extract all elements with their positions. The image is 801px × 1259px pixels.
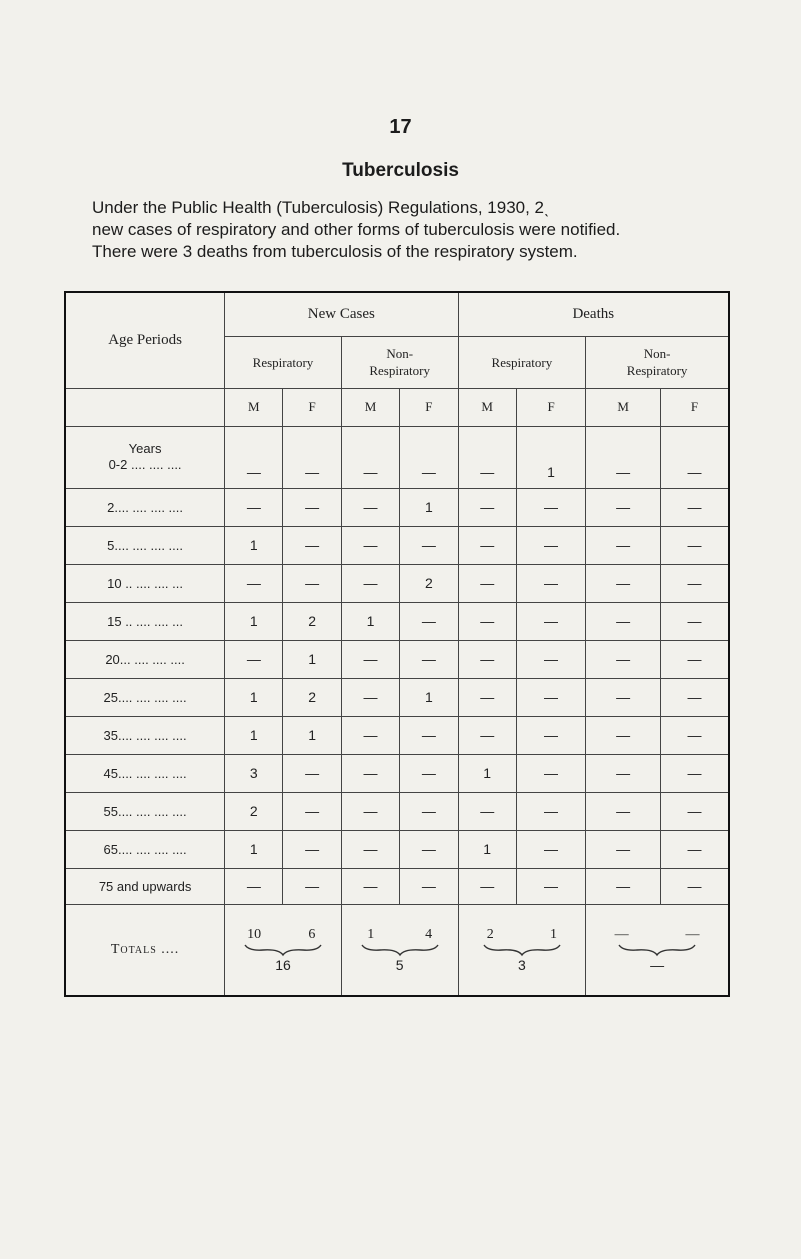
total-sum: 5 — [395, 956, 404, 973]
count-cell: 1 — [225, 716, 283, 754]
totals-group — [341, 904, 458, 996]
count-cell: — — [586, 792, 661, 830]
paragraph-line: There were 3 deaths from tuberculosis of the respiratory system. — [92, 242, 578, 261]
count-cell: 2 — [400, 564, 458, 602]
age-period-cell: 45.... .... .... .... — [65, 754, 225, 792]
brace-icon — [225, 943, 341, 957]
sex-f-header: F — [661, 388, 729, 426]
count-cell: — — [661, 602, 729, 640]
total-cell: 10 — [247, 926, 262, 942]
paragraph-line: Under the Public Health (Tuberculosis) Regulations, 1930, 2ˎ — [92, 198, 550, 217]
deaths-header: Deaths — [458, 292, 729, 336]
count-cell: — — [661, 488, 729, 526]
brace-icon — [586, 943, 728, 957]
table-row — [65, 868, 729, 904]
count-cell: — — [400, 526, 458, 564]
table-row — [65, 754, 729, 792]
page-number: 17 — [389, 116, 412, 138]
count-cell: 3 — [225, 754, 283, 792]
count-cell: 1 — [225, 678, 283, 716]
new-non-respiratory-header — [341, 336, 458, 388]
header-line: Respiratory — [626, 363, 688, 378]
count-cell: — — [586, 526, 661, 564]
count-cell: — — [586, 716, 661, 754]
count-cell: — — [341, 488, 399, 526]
total-cell: 2 — [486, 926, 494, 942]
paragraph-line: new cases of respiratory and other forms of tuberculosis were notified. — [92, 220, 621, 239]
age-period-cell: 75 and upwards — [65, 868, 225, 904]
count-cell: — — [341, 716, 399, 754]
total-cell: 4 — [425, 926, 433, 942]
count-cell: — — [400, 754, 458, 792]
count-cell: — — [586, 754, 661, 792]
count-cell: — — [516, 792, 585, 830]
count-cell: — — [516, 602, 585, 640]
count-cell: — — [283, 488, 341, 526]
count-cell: — — [586, 488, 661, 526]
age-period-cell: 2.... .... .... .... — [65, 488, 225, 526]
sex-m-header: M — [225, 388, 283, 426]
count-cell: — — [516, 564, 585, 602]
table-row — [65, 602, 729, 640]
total-cell: 1 — [550, 926, 558, 942]
intro-paragraph — [92, 197, 732, 263]
header-line: Non- — [643, 346, 671, 361]
sex-m-header: M — [341, 388, 399, 426]
count-cell: 2 — [283, 678, 341, 716]
count-cell: — — [458, 602, 516, 640]
count-cell: — — [283, 426, 341, 488]
count-cell: — — [341, 678, 399, 716]
count-cell: 2 — [225, 792, 283, 830]
totals-group — [586, 904, 729, 996]
count-cell: — — [458, 426, 516, 488]
total-sum: — — [650, 956, 665, 973]
count-cell: 1 — [516, 426, 585, 488]
count-cell: — — [586, 868, 661, 904]
new-cases-header: New Cases — [225, 292, 458, 336]
count-cell: — — [283, 830, 341, 868]
count-cell: — — [586, 678, 661, 716]
count-cell: — — [661, 678, 729, 716]
count-cell: 1 — [400, 488, 458, 526]
age-period-cell: 65.... .... .... .... — [65, 830, 225, 868]
count-cell: — — [516, 830, 585, 868]
count-cell: — — [516, 526, 585, 564]
count-cell: — — [661, 792, 729, 830]
empty-header-cell — [65, 388, 225, 426]
count-cell: — — [516, 868, 585, 904]
total-sum: 16 — [275, 956, 291, 973]
count-cell: — — [516, 678, 585, 716]
count-cell: — — [458, 488, 516, 526]
table-row — [65, 792, 729, 830]
sex-f-header: F — [400, 388, 458, 426]
header-line: Respiratory — [369, 363, 430, 378]
count-cell: — — [400, 716, 458, 754]
count-cell: — — [341, 868, 399, 904]
age-period-cell: 25.... .... .... .... — [65, 678, 225, 716]
total-cell: — — [685, 926, 700, 942]
count-cell: — — [516, 488, 585, 526]
count-cell: — — [516, 640, 585, 678]
count-cell: 1 — [225, 526, 283, 564]
age-period-cell: 55.... .... .... .... — [65, 792, 225, 830]
count-cell: — — [458, 716, 516, 754]
age-label: 0-2 .... .... .... — [108, 457, 182, 472]
count-cell: — — [341, 526, 399, 564]
totals-label: Totals .... — [65, 904, 225, 996]
count-cell: — — [586, 602, 661, 640]
total-cell: — — [614, 926, 629, 942]
count-cell: — — [661, 564, 729, 602]
table-row — [65, 526, 729, 564]
brace-icon — [342, 943, 458, 957]
age-period-cell: 20... .... .... .... — [65, 640, 225, 678]
sex-m-header: M — [586, 388, 661, 426]
count-cell: 1 — [341, 602, 399, 640]
age-period-cell: 15 .. .... .... ... — [65, 602, 225, 640]
count-cell: — — [341, 426, 399, 488]
tuberculosis-table — [64, 291, 730, 997]
count-cell: 1 — [458, 830, 516, 868]
count-cell: — — [458, 868, 516, 904]
count-cell: 1 — [458, 754, 516, 792]
count-cell: — — [516, 716, 585, 754]
count-cell: — — [458, 792, 516, 830]
count-cell: — — [341, 754, 399, 792]
count-cell: — — [400, 426, 458, 488]
count-cell: — — [516, 754, 585, 792]
count-cell: — — [586, 426, 661, 488]
count-cell: — — [283, 526, 341, 564]
count-cell: — — [458, 526, 516, 564]
table-body — [65, 426, 729, 904]
total-sum: 3 — [517, 956, 526, 973]
count-cell: — — [661, 640, 729, 678]
count-cell: — — [225, 564, 283, 602]
age-period-cell — [65, 426, 225, 488]
count-cell: — — [283, 792, 341, 830]
total-cell: 6 — [308, 926, 316, 942]
count-cell: — — [586, 564, 661, 602]
table-row — [65, 678, 729, 716]
table-row — [65, 564, 729, 602]
totals-group — [225, 904, 342, 996]
count-cell: — — [661, 830, 729, 868]
count-cell: — — [283, 868, 341, 904]
count-cell: 1 — [283, 640, 341, 678]
table-row — [65, 830, 729, 868]
deaths-non-respiratory-header — [586, 336, 729, 388]
header-line: Non- — [386, 346, 414, 361]
count-cell: — — [586, 640, 661, 678]
count-cell: — — [400, 602, 458, 640]
sex-m-header: M — [458, 388, 516, 426]
count-cell: — — [225, 426, 283, 488]
count-cell: 1 — [400, 678, 458, 716]
totals-group — [458, 904, 586, 996]
count-cell: — — [458, 640, 516, 678]
total-cell: 1 — [367, 926, 375, 942]
age-period-cell: 10 .. .... .... ... — [65, 564, 225, 602]
deaths-respiratory-header: Respiratory — [458, 336, 586, 388]
totals-row — [65, 904, 729, 996]
count-cell: — — [341, 830, 399, 868]
years-label: Years — [128, 441, 162, 456]
table-row — [65, 716, 729, 754]
count-cell: 1 — [225, 602, 283, 640]
count-cell: — — [341, 564, 399, 602]
count-cell: — — [661, 868, 729, 904]
table-row — [65, 488, 729, 526]
count-cell: 2 — [283, 602, 341, 640]
count-cell: — — [341, 640, 399, 678]
new-respiratory-header: Respiratory — [225, 336, 342, 388]
count-cell: — — [661, 426, 729, 488]
count-cell: — — [400, 640, 458, 678]
count-cell: — — [586, 830, 661, 868]
count-cell: — — [400, 868, 458, 904]
count-cell: — — [341, 792, 399, 830]
count-cell: 1 — [283, 716, 341, 754]
count-cell: — — [225, 488, 283, 526]
count-cell: — — [283, 754, 341, 792]
count-cell: — — [661, 716, 729, 754]
count-cell: — — [458, 678, 516, 716]
count-cell: — — [458, 564, 516, 602]
age-period-cell: 35.... .... .... .... — [65, 716, 225, 754]
count-cell: — — [400, 830, 458, 868]
count-cell: — — [283, 564, 341, 602]
count-cell: — — [225, 640, 283, 678]
count-cell: 1 — [225, 830, 283, 868]
sex-f-header: F — [283, 388, 341, 426]
brace-icon — [459, 943, 586, 957]
table-row — [65, 426, 729, 488]
page-title: Tuberculosis — [342, 160, 459, 181]
sex-f-header: F — [516, 388, 585, 426]
table-row — [65, 640, 729, 678]
count-cell: — — [400, 792, 458, 830]
count-cell: — — [661, 754, 729, 792]
age-period-cell: 5.... .... .... .... — [65, 526, 225, 564]
age-periods-header: Age Periods — [65, 292, 225, 388]
count-cell: — — [225, 868, 283, 904]
count-cell: — — [661, 526, 729, 564]
